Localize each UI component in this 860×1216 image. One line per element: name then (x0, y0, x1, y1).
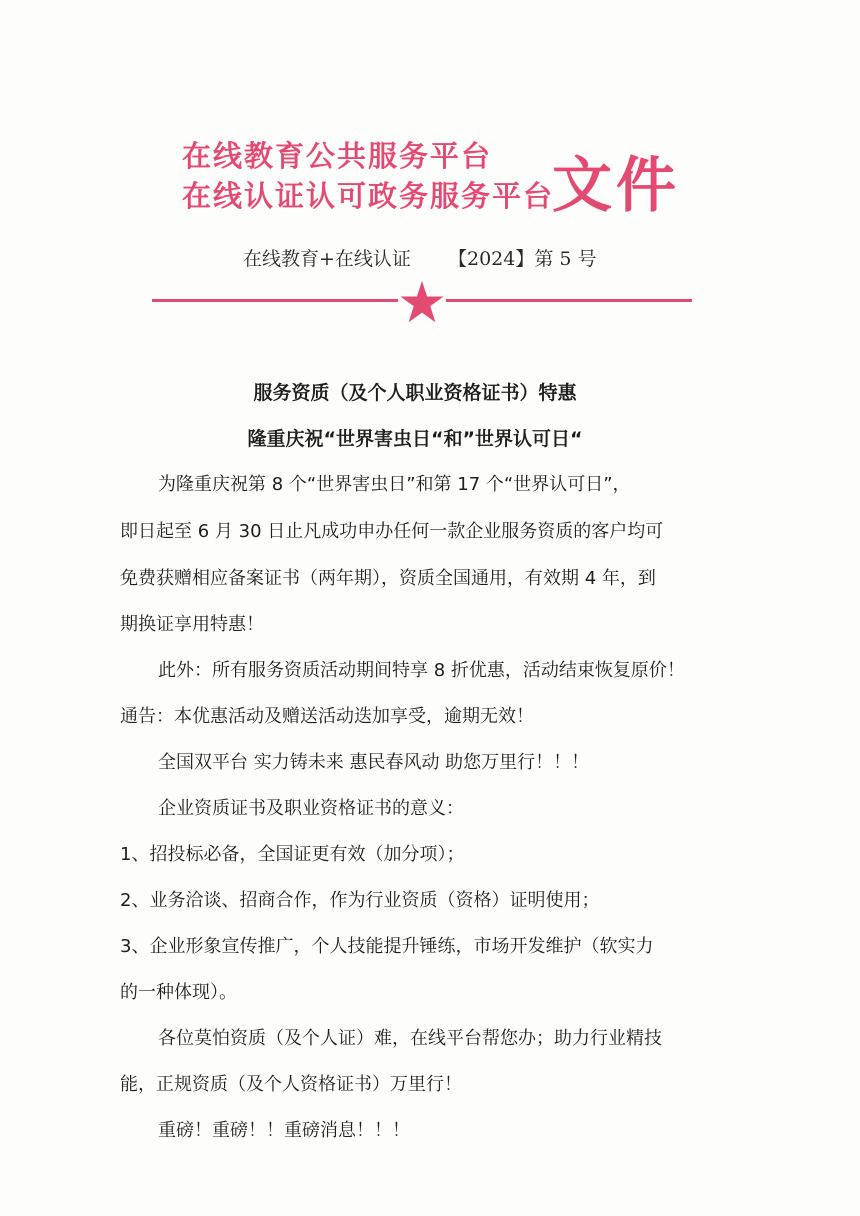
body-paragraph-line: 通告：本优惠活动及赠送活动迭加享受，逾期无效！ (120, 706, 534, 727)
list-item: 3、企业形象宣传推广，个人技能提升锤练，市场开发维护（软实力 (120, 936, 654, 957)
body-paragraph-line: 此外：所有服务资质活动期间特享 8 折优惠，活动结束恢复原价！ (158, 660, 685, 681)
red-divider-left (152, 299, 398, 302)
meaning-intro: 企业资质证书及职业资格证书的意义： (158, 798, 464, 819)
list-item: 的一种体现）。 (120, 982, 237, 1003)
list-item: 2、业务洽谈、招商合作，作为行业资质（资格）证明使用； (120, 890, 600, 911)
closing-paragraph-line: 能，正规资质（及个人资格证书）万里行！ (120, 1074, 462, 1095)
body-paragraph-line: 期换证享用特惠！ (120, 614, 264, 635)
closing-paragraph-line: 各位莫怕资质（及个人证）难，在线平台帮您办；助力行业精技 (158, 1028, 662, 1049)
body-paragraph-line: 免费获赠相应备案证书（两年期），资质全国通用，有效期 4 年，到 (120, 568, 656, 589)
star-icon (399, 279, 445, 325)
list-item: 1、招投标必备，全国证更有效（加分项）； (120, 844, 465, 865)
notice-title: 服务资质（及个人职业资格证书）特惠 (253, 382, 577, 404)
issuer-name-2: 在线认证认可政务服务平台 (182, 179, 555, 213)
document-header (182, 130, 682, 220)
issuer-name-1: 在线教育公共服务平台 (182, 139, 493, 173)
body-paragraph-line: 为隆重庆祝第 8 个“世界害虫日”和第 17 个“世界认可日”， (158, 474, 631, 495)
final-announcement: 重磅！重磅！！重磅消息！！！ (158, 1120, 410, 1141)
notice-subtitle: 隆重庆祝“世界害虫日“和”世界认可日“ (247, 428, 583, 450)
red-divider-right (446, 299, 692, 302)
document-serial: 【2024】第 5 号 (448, 248, 597, 270)
document-type-word: 文件 (552, 151, 680, 221)
issuer-abbreviation: 在线教育+在线认证 (243, 248, 411, 270)
slogan-line: 全国双平台 实力铸未来 惠民春风动 助您万里行！！！ (158, 752, 590, 773)
body-paragraph-line: 即日起至 6 月 30 日止凡成功申办任何一款企业服务资质的客户均可 (120, 521, 664, 542)
